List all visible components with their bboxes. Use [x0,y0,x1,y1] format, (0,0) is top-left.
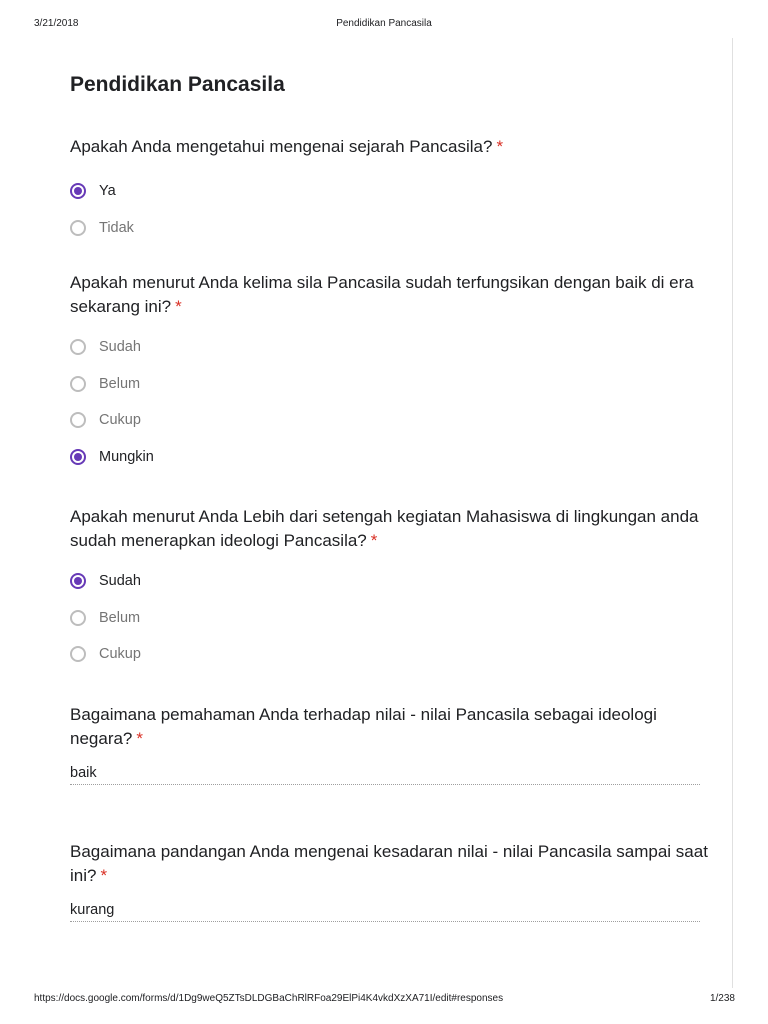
question-label: Apakah menurut Anda Lebih dari setengah kegiatan Mahasiswa di lingkungan anda sudah menerapkan ideologi Pancasila? [70,507,699,550]
option-cukup[interactable] [70,636,710,673]
option-label: Tidak [99,219,134,236]
radio-checked-icon[interactable] [70,183,86,199]
question-text [70,271,710,319]
required-marker: * [136,729,144,748]
option-label: Belum [99,609,141,626]
required-marker: * [175,297,182,316]
option-belum[interactable] [70,600,710,637]
form-title: Pendidikan Pancasila [70,73,285,96]
question-2 [70,271,710,475]
question-label: Apakah Anda mengetahui mengenai sejarah Pancasila? [70,137,493,156]
question-text [70,840,710,888]
option-sudah[interactable] [70,563,710,600]
question-3 [70,505,710,673]
radio-checked-icon[interactable] [70,573,86,589]
option-belum[interactable] [70,366,710,403]
print-header [0,18,768,32]
radio-unchecked-icon[interactable] [70,412,86,428]
option-label: Ya [99,183,116,200]
question-1 [70,135,710,246]
required-marker: * [100,866,108,885]
option-label: Belum [99,375,141,392]
question-text [70,703,710,751]
print-url: https://docs.google.com/forms/d/1Dg9weQ5ZTsDLDGBaChRlRFoa29ElPi4K4vkdXzXA71I/edit#responses [34,993,504,1004]
print-page-number: 1/238 [709,993,735,1004]
option-label: Mungkin [99,448,154,465]
radio-unchecked-icon[interactable] [70,376,86,392]
radio-unchecked-icon[interactable] [70,646,86,662]
option-ya[interactable] [70,173,710,210]
question-label: Bagaimana pemahaman Anda terhadap nilai - nilai Pancasila sebagai ideologi negara? [70,705,657,748]
print-date: 3/21/2018 [34,18,79,29]
option-label: Cukup [99,646,141,663]
option-sudah[interactable] [70,329,710,366]
option-tidak[interactable] [70,210,710,247]
print-title: Pendidikan Pancasila [336,18,432,29]
option-label: Sudah [99,339,141,356]
answer-text: baik [70,765,700,785]
option-label: Sudah [99,573,141,590]
page-edge-rule [732,38,733,988]
question-label: Apakah menurut Anda kelima sila Pancasila sudah terfungsikan dengan baik di era sekarang ini? [70,273,694,316]
print-footer [0,993,768,1007]
radio-unchecked-icon[interactable] [70,610,86,626]
radio-unchecked-icon[interactable] [70,220,86,236]
radio-checked-icon[interactable] [70,449,86,465]
question-5 [70,840,710,922]
question-text [70,505,710,553]
option-label: Cukup [99,412,141,429]
question-label: Bagaimana pandangan Anda mengenai kesadaran nilai - nilai Pancasila sampai saat ini? [70,842,708,885]
option-cukup[interactable] [70,402,710,439]
option-mungkin[interactable] [70,439,710,476]
required-marker: * [370,531,378,550]
question-text [70,135,710,159]
form-header [70,70,710,100]
question-4 [70,703,710,785]
answer-text: kurang [70,902,700,922]
required-marker: * [496,137,504,156]
radio-unchecked-icon[interactable] [70,339,86,355]
